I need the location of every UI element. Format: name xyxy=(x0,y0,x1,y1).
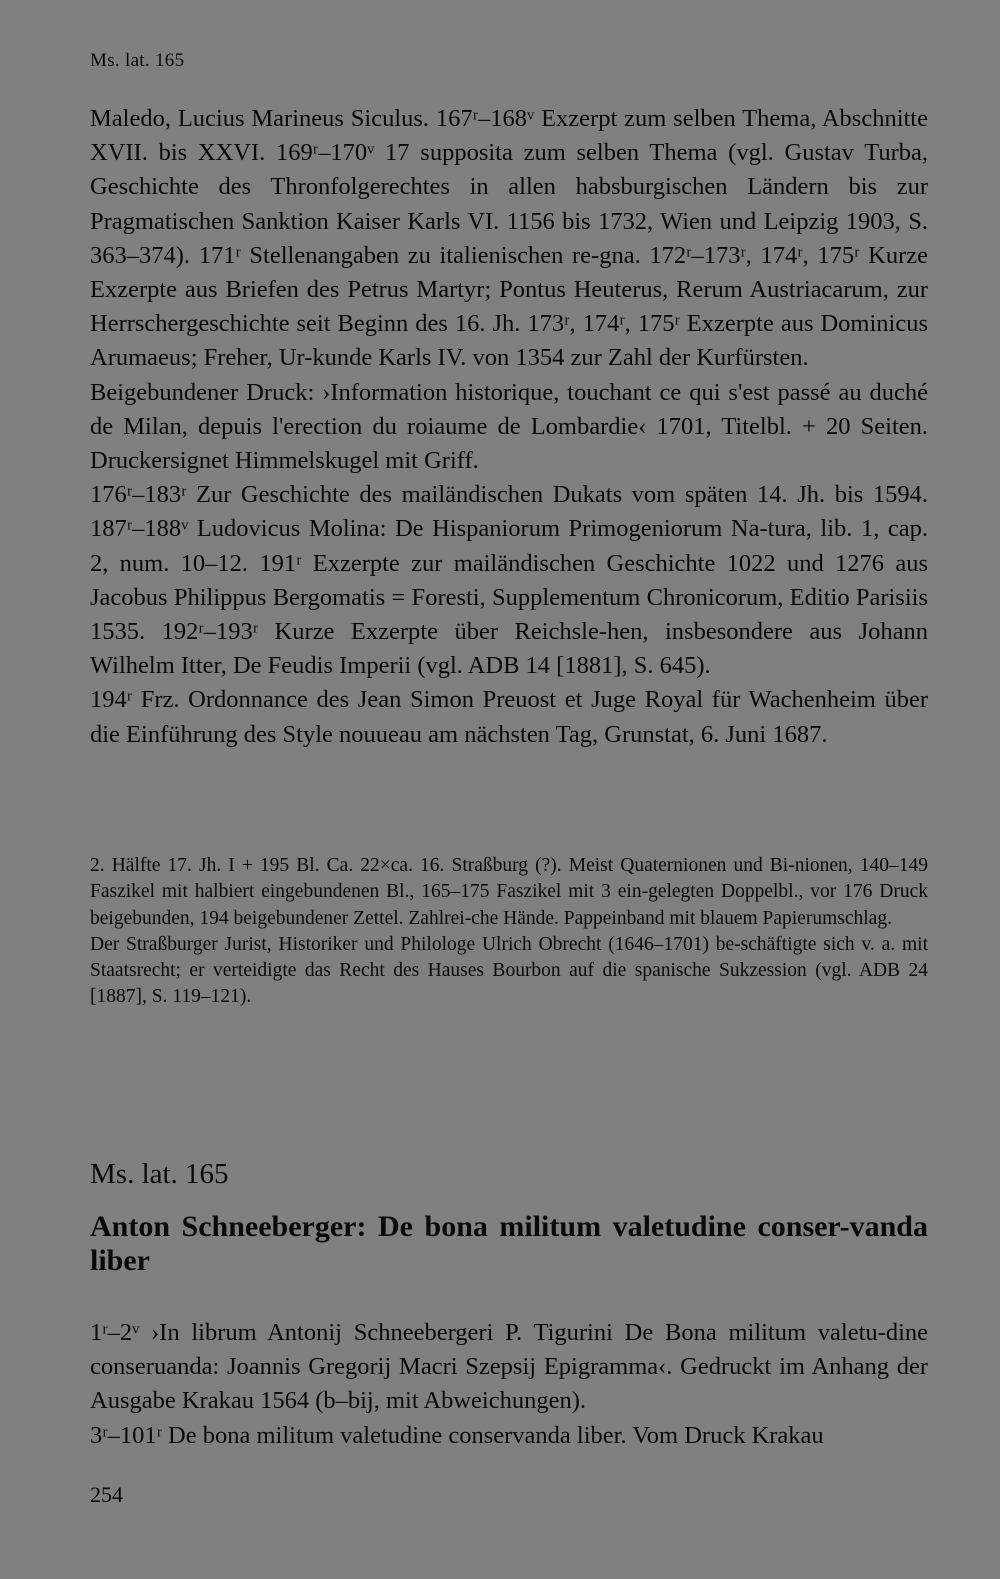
running-head: Ms. lat. 165 xyxy=(90,50,185,71)
paragraph-contents: Maledo, Lucius Marineus Siculus. 167ʳ–168ᵛ Exzerpt zum selben Thema, Abschnitte XVII. bis XXVI. 169ʳ–170ᵛ 17 supposita zum selben Thema (vgl. Gustav Turba, Geschichte des Thronfolgerechtes in allen habsburgischen Ländern bis zur Pragmatischen Sanktion Kaiser Karls VI. 1156 bis 1732, Wien und Leipzig 1903, S. 363–374). 171ʳ Stellenangaben zu italienischen re-gna. 172ʳ–173ʳ, 174ʳ, 175ʳ Kurze Exzerpte aus Briefen des Petrus Martyr; Pontus Heuterus, Rerum Austriacarum, zur Herrschergeschichte seit Beginn des 16. Jh. 173ʳ, 174ʳ, 175ʳ Exzerpte aus Dominicus Arumaeus; Freher, Ur-kunde Karls IV. von 1354 zur Zahl der Kurfürsten. xyxy=(90,105,928,372)
main-text xyxy=(90,102,928,752)
next-entry-text xyxy=(90,1316,928,1453)
paragraph-ordonnance: 194ʳ Frz. Ordonnance des Jean Simon Preuost et Juge Royal für Wachenheim über die Einführung des Style nouueau am nächsten Tag, Grunstat, 6. Juni 1687. xyxy=(90,686,928,748)
paragraph-contents-2: 176ʳ–183ʳ Zur Geschichte des mailändischen Dukats vom späten 14. Jh. bis 1594. 187ʳ–188ᵛ Ludovicus Molina: De Hispaniorum Primogeniorum Na-tura, lib. 1, cap. 2, num. 10–12. 191ʳ Exzerpte zur mailändischen Geschichte 1022 und 1276 aus Jacobus Philippus Bergomatis = Foresti, Supplementum Chronicorum, Editio Parisiis 1535. 192ʳ–193ʳ Kurze Exzerpte über Reichsle-hen, insbesondere aus Johann Wilhelm Itter, De Feudis Imperii (vgl. ADB 14 [1881], S. 645). xyxy=(90,481,928,680)
provenance-note: Der Straßburger Jurist, Historiker und Philologe Ulrich Obrecht (1646–1701) be-schäftigte sich v. a. mit Staatsrecht; er verteidigte das Recht des Hauses Bourbon auf die spanische Sukzession (vgl. ADB 24 [1887], S. 119–121). xyxy=(90,933,928,1008)
next-shelfmark: Ms. lat. 165 xyxy=(90,1158,229,1190)
physical-description xyxy=(90,853,928,1011)
paragraph-bound-print: Beigebundener Druck: ›Information historique, touchant ce qui s'est passé au duché de Milan, depuis l'erection du roiaume de Lombardie‹ 1701, Titelbl. + 20 Seiten. Druckersignet Himmelskugel mit Griff. xyxy=(90,378,928,475)
next-entry-title: Anton Schneeberger: De bona militum valetudine conser-vanda liber xyxy=(90,1210,928,1277)
next-paragraph-1: 1ʳ–2ᵛ ›In librum Antonij Schneebergeri P. Tigurini De Bona militum valetu-dine conseruanda: Joannis Gregorij Macri Szepsij Epigramma‹. Gedruckt im Anhang der Ausgabe Krakau 1564 (b–bij, mit Abweichungen). xyxy=(90,1319,928,1415)
page-number: 254 xyxy=(90,1482,123,1507)
codicology-note: 2. Hälfte 17. Jh. I + 195 Bl. Ca. 22×ca. 16. Straßburg (?). Meist Quaternionen und Bi-nionen, 140–149 Faszikel mit halbiert eingebundenen Bl., 165–175 Faszikel mit 3 ein-gelegten Doppelbl., vor 176 Druck beigebunden, 194 beigebundener Zettel. Zahlrei-che Hände. Pappeinband mit blauem Papierumschlag. xyxy=(90,855,928,929)
next-paragraph-2: 3ʳ–101ʳ De bona militum valetudine conservanda liber. Vom Druck Krakau xyxy=(90,1421,824,1449)
